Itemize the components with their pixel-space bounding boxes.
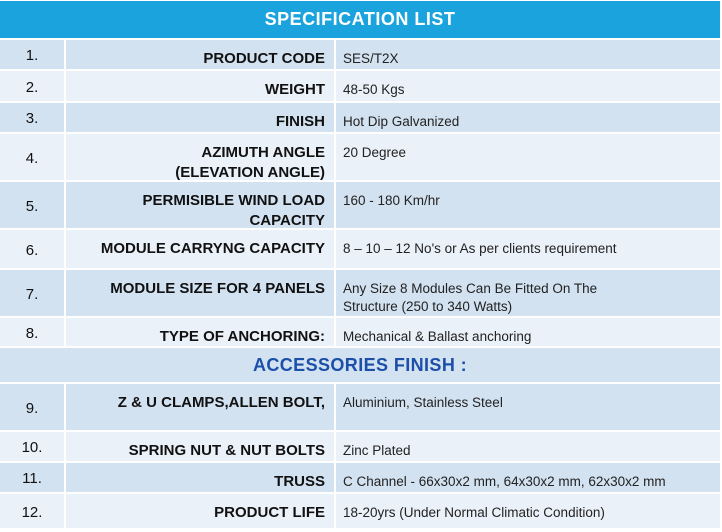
row-label: MODULE CARRYNG CAPACITY	[66, 230, 336, 268]
row-number: 11.	[0, 463, 66, 492]
table-row	[0, 270, 720, 318]
table-row	[0, 40, 720, 71]
row-number: 7.	[0, 270, 66, 316]
row-number: 5.	[0, 182, 66, 228]
row-number: 10.	[0, 432, 66, 461]
row-label: MODULE SIZE FOR 4 PANELS	[66, 270, 336, 316]
row-number: 2.	[0, 71, 66, 101]
row-number: 6.	[0, 230, 66, 268]
row-label: PRODUCT LIFE	[66, 494, 336, 528]
table-row	[0, 134, 720, 182]
row-label: Z & U CLAMPS,ALLEN BOLT,	[66, 384, 336, 430]
accessories-section-header	[0, 348, 720, 384]
row-value: SES/T2X	[343, 51, 399, 66]
row-number: 3.	[0, 103, 66, 132]
row-label: SPRING NUT & NUT BOLTS	[66, 432, 336, 461]
table-row	[0, 103, 720, 134]
row-value: 160 - 180 Km/hr	[343, 193, 440, 208]
row-value: Aluminium, Stainless Steel	[343, 395, 503, 410]
table-row	[0, 230, 720, 270]
row-value: Zinc Plated	[343, 443, 411, 458]
table-row	[0, 432, 720, 463]
row-label: TYPE OF ANCHORING:	[66, 318, 336, 346]
row-number: 12.	[0, 494, 66, 528]
table-row	[0, 318, 720, 348]
table-row	[0, 182, 720, 230]
row-number: 4.	[0, 134, 66, 180]
row-label: PRODUCT CODE	[66, 40, 336, 69]
row-label: TRUSS	[66, 463, 336, 492]
row-label: FINISH	[66, 103, 336, 132]
row-label: PERMISIBLE WIND LOAD CAPACITY	[66, 182, 336, 228]
table-row	[0, 384, 720, 432]
row-label: AZIMUTH ANGLE (ELEVATION ANGLE)	[66, 134, 336, 180]
row-value: C Channel - 66x30x2 mm, 64x30x2 mm, 62x30x2 mm	[343, 474, 666, 489]
row-value: 8 – 10 – 12 No's or As per clients requirement	[343, 241, 617, 256]
row-value: Any Size 8 Modules Can Be Fitted On The Structure (250 to 340 Watts)	[343, 281, 598, 314]
row-number: 9.	[0, 384, 66, 430]
specification-header	[0, 0, 720, 40]
table-row	[0, 71, 720, 103]
row-value: 48-50 Kgs	[343, 82, 405, 97]
table-row	[0, 463, 720, 494]
specification-title: SPECIFICATION LIST	[264, 9, 456, 29]
accessories-title: ACCESSORIES FINISH :	[252, 354, 468, 375]
row-value: 20 Degree	[343, 145, 407, 160]
table-row	[0, 494, 720, 530]
row-value: 18-20yrs (Under Normal Climatic Condition)	[343, 505, 605, 520]
row-value: Hot Dip Galvanized	[343, 114, 460, 129]
row-number: 1.	[0, 40, 66, 69]
row-label: WEIGHT	[66, 71, 336, 101]
row-value: Mechanical & Ballast anchoring	[343, 329, 532, 344]
row-number: 8.	[0, 318, 66, 346]
